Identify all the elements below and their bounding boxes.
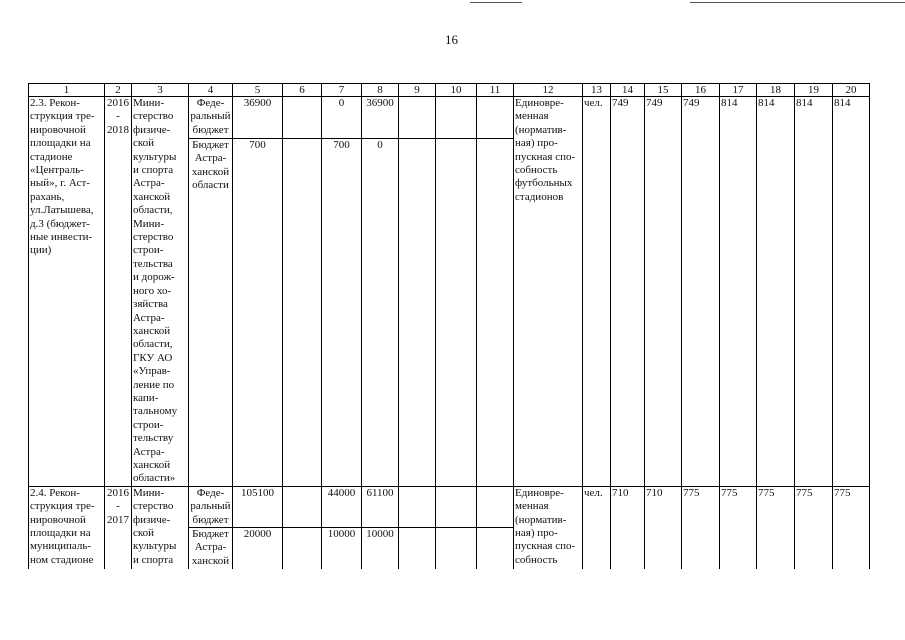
- column-number: 14: [611, 84, 645, 97]
- funding-total: 700: [233, 139, 283, 487]
- funding-col-9: [399, 97, 436, 139]
- funding-total: 20000: [233, 528, 283, 569]
- column-number-row: [29, 84, 870, 97]
- indicator-value: 775: [682, 486, 720, 568]
- indicator-value: 710: [645, 486, 682, 568]
- indicator-unit: чел.: [583, 97, 611, 487]
- indicator-value: 749: [682, 97, 720, 487]
- column-number: 11: [477, 84, 514, 97]
- funding-col-11: [477, 139, 514, 487]
- funding-col-7: 44000: [322, 486, 362, 527]
- indicator-value: 814: [757, 97, 795, 487]
- funding-col-6: [283, 97, 322, 139]
- column-number: 20: [833, 84, 870, 97]
- measure-name: 2.4. Рекон- струкция тре- нировочной площадки на муниципаль- ном стадионе: [29, 486, 105, 568]
- funding-col-8: 0: [362, 139, 399, 487]
- funding-total: 36900: [233, 97, 283, 139]
- scan-artifact-line: [690, 2, 905, 3]
- executor: Мини- стерство физиче- ской культуры и спорта: [132, 486, 189, 568]
- column-number: 10: [436, 84, 477, 97]
- funding-col-11: [477, 528, 514, 569]
- column-number: 3: [132, 84, 189, 97]
- funding-col-11: [477, 97, 514, 139]
- column-number: 6: [283, 84, 322, 97]
- column-number: 7: [322, 84, 362, 97]
- column-number: 19: [795, 84, 833, 97]
- indicator-name: Единовре- менная (норматив- ная) про- пускная спо- собность футбольных стадионов: [514, 97, 583, 487]
- indicator-value: 710: [611, 486, 645, 568]
- period: 2016 - 2018: [105, 97, 132, 487]
- funding-total: 105100: [233, 486, 283, 527]
- funding-col-10: [436, 139, 477, 487]
- indicator-value: 775: [833, 486, 870, 568]
- column-number: 2: [105, 84, 132, 97]
- funding-source: Бюджет Астра- ханской области: [189, 139, 233, 487]
- column-number: 13: [583, 84, 611, 97]
- funding-source: Феде- ральный бюджет: [190, 486, 231, 526]
- indicator-value: 749: [645, 97, 682, 487]
- funding-col-9: [399, 528, 436, 569]
- funding-col-6: [283, 139, 322, 487]
- indicator-unit: чел.: [583, 486, 611, 568]
- funding-col-9: [399, 139, 436, 487]
- funding-col-6: [283, 528, 322, 569]
- indicator-value: 775: [720, 486, 757, 568]
- column-number: 1: [29, 84, 105, 97]
- indicator-name: Единовре- менная (норматив- ная) про- пускная спо- собность: [514, 486, 583, 568]
- column-number: 16: [682, 84, 720, 97]
- funding-col-7: 0: [322, 97, 362, 139]
- funding-col-7: 700: [322, 139, 362, 487]
- column-number: 4: [189, 84, 233, 97]
- table-row: [29, 97, 870, 139]
- indicator-value: 814: [795, 97, 833, 487]
- funding-col-9: [399, 486, 436, 527]
- indicator-value: 814: [833, 97, 870, 487]
- funding-col-8: 10000: [362, 528, 399, 569]
- executor: Мини- стерство физиче- ской культуры и спорта Астра- ханской области, Мини- стерство строи- тельства и дорож- ного хо- зяйства Астра- ханской области, ГКУ АО «Управ- ление по капи- тальному строи- тельству Астра- ханской области»: [132, 97, 189, 487]
- column-number: 5: [233, 84, 283, 97]
- table-row: [29, 486, 870, 527]
- indicator-value: 775: [795, 486, 833, 568]
- indicator-value: 814: [720, 97, 757, 487]
- program-table: [28, 83, 870, 569]
- column-number: 15: [645, 84, 682, 97]
- funding-col-6: [283, 486, 322, 527]
- column-number: 18: [757, 84, 795, 97]
- funding-source: Феде- ральный бюджет: [189, 97, 233, 139]
- column-number: 9: [399, 84, 436, 97]
- indicator-value: 749: [611, 97, 645, 487]
- column-number: 17: [720, 84, 757, 97]
- column-number: 8: [362, 84, 399, 97]
- scan-artifact-line: [470, 2, 522, 3]
- indicator-value: 775: [757, 486, 795, 568]
- funding-col-7: 10000: [322, 528, 362, 569]
- period: 2016 - 2017: [105, 486, 132, 568]
- funding-col-10: [436, 528, 477, 569]
- funding-col-8: 61100: [362, 486, 399, 527]
- funding-col-11: [477, 486, 514, 527]
- funding-col-8: 36900: [362, 97, 399, 139]
- measure-name: 2.3. Рекон- струкция тре- нировочной площадки на стадионе «Централь- ный», г. Аст- рахань, ул.Латышева, д.3 (бюджет- ные инвести- ции): [29, 97, 105, 487]
- funding-col-10: [436, 97, 477, 139]
- funding-source: Бюджет Астра- ханской: [189, 528, 233, 569]
- page-number: 16: [445, 32, 458, 47]
- funding-col-10: [436, 486, 477, 527]
- column-number: 12: [514, 84, 583, 97]
